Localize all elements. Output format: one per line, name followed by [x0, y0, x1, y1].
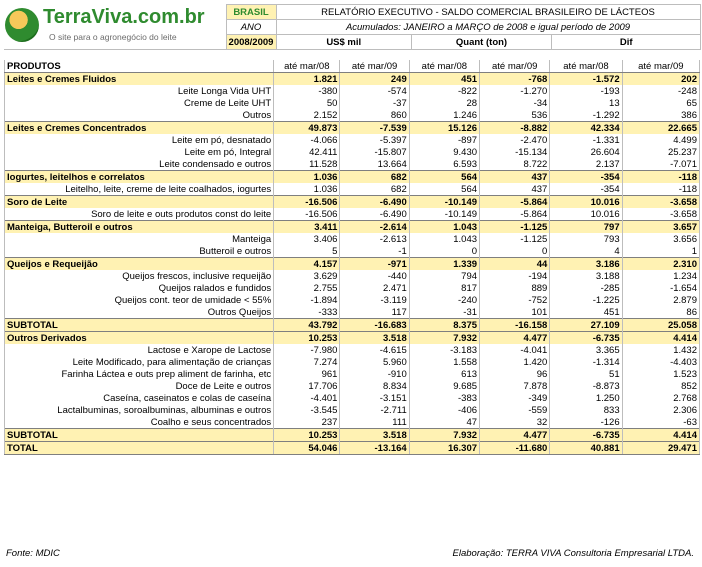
product-name: Leites e Cremes Fluidos [5, 73, 274, 86]
value-cell: -193 [550, 85, 622, 97]
value-cell: 2.306 [622, 404, 699, 416]
value-cell: -4.041 [480, 344, 550, 356]
value-cell: -574 [340, 85, 409, 97]
value-cell: 2.310 [622, 258, 699, 271]
value-cell: 3.518 [340, 332, 409, 345]
value-cell: -349 [480, 392, 550, 404]
value-cell: -16.506 [274, 208, 340, 221]
value-cell: -354 [550, 183, 622, 196]
value-cell: 4.414 [622, 429, 699, 442]
value-cell: 794 [409, 270, 479, 282]
value-cell: -1.654 [622, 282, 699, 294]
measure-headers [276, 35, 700, 50]
value-cell: -1.270 [480, 85, 550, 97]
value-cell: -4.403 [622, 356, 699, 368]
product-name: Doce de Leite e outros [5, 380, 274, 392]
value-cell: 3.365 [550, 344, 622, 356]
value-cell: -2.613 [340, 233, 409, 245]
value-cell: 1.432 [622, 344, 699, 356]
value-cell: -3.183 [409, 344, 479, 356]
value-cell: 536 [480, 109, 550, 122]
value-cell: 15.126 [409, 122, 479, 135]
value-cell: 451 [550, 306, 622, 319]
value-cell: 3.656 [622, 233, 699, 245]
value-cell: -2.711 [340, 404, 409, 416]
product-name: Outros Queijos [5, 306, 274, 319]
report-header [4, 4, 700, 50]
table-row [5, 134, 700, 146]
value-cell: -285 [550, 282, 622, 294]
table-row [5, 146, 700, 158]
product-name: Farinha Láctea e outs prep aliment de farinha, etc [5, 368, 274, 380]
value-cell: -406 [409, 404, 479, 416]
col-ton-2008: até mar/08 [409, 60, 479, 73]
col-dif-2008: até mar/08 [550, 60, 622, 73]
value-cell: 29.471 [622, 442, 699, 455]
product-name: Outros Derivados [5, 332, 274, 345]
period-label: 2008/2009 [226, 35, 276, 50]
value-cell: 3.629 [274, 270, 340, 282]
table-section-row [5, 221, 700, 234]
value-cell: 40.881 [550, 442, 622, 455]
value-cell: -354 [550, 171, 622, 184]
value-cell: -31 [409, 306, 479, 319]
value-cell: -1.292 [550, 109, 622, 122]
value-cell: 961 [274, 368, 340, 380]
value-cell: 16.307 [409, 442, 479, 455]
value-cell: -333 [274, 306, 340, 319]
table-row [5, 183, 700, 196]
value-cell: -3.119 [340, 294, 409, 306]
value-cell: 10.253 [274, 332, 340, 345]
value-cell: -194 [480, 270, 550, 282]
value-cell: 9.685 [409, 380, 479, 392]
value-cell: 13 [550, 97, 622, 109]
value-cell: -6.735 [550, 332, 622, 345]
value-cell: 202 [622, 73, 699, 86]
value-cell: -4.066 [274, 134, 340, 146]
value-cell: -16.158 [480, 319, 550, 332]
value-cell: 437 [480, 171, 550, 184]
table-row [5, 392, 700, 404]
product-name: Lactose e Xarope de Lactose [5, 344, 274, 356]
brand-tagline: O site para o agronegócio do leite [49, 32, 177, 42]
value-cell: 451 [409, 73, 479, 86]
value-cell: 44 [480, 258, 550, 271]
value-cell: -248 [622, 85, 699, 97]
product-name: Queijos ralados e fundidos [5, 282, 274, 294]
value-cell: -37 [340, 97, 409, 109]
value-cell: -6.490 [340, 208, 409, 221]
value-cell: 437 [480, 183, 550, 196]
product-name: Queijos cont. teor de umidade < 55% [5, 294, 274, 306]
value-cell: -6.735 [550, 429, 622, 442]
value-cell: 65 [622, 97, 699, 109]
value-cell: 1.821 [274, 73, 340, 86]
value-cell: 1 [622, 245, 699, 258]
value-cell: 613 [409, 368, 479, 380]
value-cell: 833 [550, 404, 622, 416]
value-cell: 0 [409, 245, 479, 258]
value-cell: -16.683 [340, 319, 409, 332]
value-cell: 43.792 [274, 319, 340, 332]
value-cell: 3.411 [274, 221, 340, 234]
product-name: Outros [5, 109, 274, 122]
value-cell: -13.164 [340, 442, 409, 455]
value-cell: -910 [340, 368, 409, 380]
dif-header: Dif [619, 36, 633, 48]
table-row [5, 97, 700, 109]
table-section-row [5, 332, 700, 345]
value-cell: 1.339 [409, 258, 479, 271]
elaboration-note: Elaboração: TERRA VIVA Consultoria Empresarial LTDA. [452, 548, 694, 559]
value-cell: -5.864 [480, 208, 550, 221]
value-cell: 25.058 [622, 319, 699, 332]
value-cell: 3.518 [340, 429, 409, 442]
product-name: Butteroil e outros [5, 245, 274, 258]
product-name: Leite condensado e outros [5, 158, 274, 171]
product-name: Queijos frescos, inclusive requeijão [5, 270, 274, 282]
value-cell: 7.274 [274, 356, 340, 368]
value-cell: 682 [340, 183, 409, 196]
value-cell: -10.149 [409, 196, 479, 209]
value-cell: 852 [622, 380, 699, 392]
table-row [5, 270, 700, 282]
value-cell: 50 [274, 97, 340, 109]
table-section-row [5, 122, 700, 135]
product-name: Soro de leite e outs produtos const do leite [5, 208, 274, 221]
value-cell: 4.499 [622, 134, 699, 146]
value-cell: -5.397 [340, 134, 409, 146]
table-section-row [5, 258, 700, 271]
product-name: Leite Longa Vida UHT [5, 85, 274, 97]
product-name: Leite em pó, Integral [5, 146, 274, 158]
value-cell: -118 [622, 183, 699, 196]
value-cell: 2.152 [274, 109, 340, 122]
value-cell: 1.036 [274, 171, 340, 184]
col-usd-2009: até mar/09 [340, 60, 409, 73]
value-cell: 13.664 [340, 158, 409, 171]
report-subtitle: Acumulados: JANEIRO a MARÇO de 2008 e igual período de 2009 [276, 20, 700, 35]
value-cell: 54.046 [274, 442, 340, 455]
value-cell: -3.545 [274, 404, 340, 416]
value-cell: -6.490 [340, 196, 409, 209]
product-name: Leite em pó, desnatado [5, 134, 274, 146]
value-cell: -3.658 [622, 208, 699, 221]
product-name: Iogurtes, leitelhos e correlatos [5, 171, 274, 184]
table-row [5, 85, 700, 97]
value-cell: 11.528 [274, 158, 340, 171]
value-cell: -897 [409, 134, 479, 146]
products-table [4, 60, 700, 455]
value-cell: -4.615 [340, 344, 409, 356]
value-cell: 249 [340, 73, 409, 86]
source-note: Fonte: MDIC [6, 548, 60, 559]
quant-header: Quant (ton) [412, 35, 552, 49]
table-subtotal-row [5, 429, 700, 442]
value-cell: 22.665 [622, 122, 699, 135]
value-cell: 4.477 [480, 332, 550, 345]
value-cell: 3.188 [550, 270, 622, 282]
value-cell: -34 [480, 97, 550, 109]
value-cell: -2.614 [340, 221, 409, 234]
value-cell: -8.882 [480, 122, 550, 135]
value-cell: 25.237 [622, 146, 699, 158]
value-cell: 2.755 [274, 282, 340, 294]
product-name: Creme de Leite UHT [5, 97, 274, 109]
value-cell: -440 [340, 270, 409, 282]
table-row [5, 245, 700, 258]
value-cell: -63 [622, 416, 699, 429]
value-cell: 47 [409, 416, 479, 429]
brand-name: TerraViva.com.br [43, 6, 205, 28]
value-cell: 1.043 [409, 221, 479, 234]
value-cell: 386 [622, 109, 699, 122]
value-cell: -1 [340, 245, 409, 258]
usd-header: US$ mil [277, 35, 412, 49]
value-cell: 10.253 [274, 429, 340, 442]
value-cell: 111 [340, 416, 409, 429]
value-cell: 860 [340, 109, 409, 122]
value-cell: -768 [480, 73, 550, 86]
value-cell: 889 [480, 282, 550, 294]
value-cell: 1.250 [550, 392, 622, 404]
value-cell: 7.878 [480, 380, 550, 392]
table-row [5, 368, 700, 380]
table-row [5, 416, 700, 429]
value-cell: 2.768 [622, 392, 699, 404]
value-cell: 42.411 [274, 146, 340, 158]
value-cell: 4.157 [274, 258, 340, 271]
table-row [5, 306, 700, 319]
table-row [5, 344, 700, 356]
product-name: Soro de Leite [5, 196, 274, 209]
value-cell: 2.471 [340, 282, 409, 294]
value-cell: 7.932 [409, 332, 479, 345]
value-cell: 682 [340, 171, 409, 184]
value-cell: 96 [480, 368, 550, 380]
value-cell: -1.225 [550, 294, 622, 306]
value-cell: 3.657 [622, 221, 699, 234]
product-name: Queijos e Requeijão [5, 258, 274, 271]
value-cell: -380 [274, 85, 340, 97]
table-section-row [5, 171, 700, 184]
value-cell: 1.558 [409, 356, 479, 368]
value-cell: 27.109 [550, 319, 622, 332]
value-cell: 4.477 [480, 429, 550, 442]
value-cell: -4.401 [274, 392, 340, 404]
value-cell: -7.980 [274, 344, 340, 356]
value-cell: 6.593 [409, 158, 479, 171]
table-total-row [5, 442, 700, 455]
value-cell: 1.234 [622, 270, 699, 282]
value-cell: 8.722 [480, 158, 550, 171]
col-ton-2009: até mar/09 [480, 60, 550, 73]
value-cell: -11.680 [480, 442, 550, 455]
value-cell: 817 [409, 282, 479, 294]
value-cell: 1.036 [274, 183, 340, 196]
value-cell: -16.506 [274, 196, 340, 209]
product-name: Leitelho, leite, creme de leite coalhados, iogurtes [5, 183, 274, 196]
value-cell: 9.430 [409, 146, 479, 158]
value-cell: 1.246 [409, 109, 479, 122]
product-name: SUBTOTAL [5, 429, 274, 442]
value-cell: 5.960 [340, 356, 409, 368]
value-cell: 7.932 [409, 429, 479, 442]
value-cell: 42.334 [550, 122, 622, 135]
value-cell: 26.604 [550, 146, 622, 158]
value-cell: 237 [274, 416, 340, 429]
value-cell: 117 [340, 306, 409, 319]
product-name: Leite Modificado, para alimentação de crianças [5, 356, 274, 368]
value-cell: -1.125 [480, 221, 550, 234]
value-cell: -126 [550, 416, 622, 429]
product-name: Coalho e seus concentrados [5, 416, 274, 429]
value-cell: 101 [480, 306, 550, 319]
table-row [5, 380, 700, 392]
products-header: PRODUTOS [5, 60, 274, 73]
table-section-row [5, 73, 700, 86]
table-section-row [5, 196, 700, 209]
value-cell: 8.375 [409, 319, 479, 332]
value-cell: -7.539 [340, 122, 409, 135]
value-cell: 3.406 [274, 233, 340, 245]
product-name: TOTAL [5, 442, 274, 455]
year-label: ANO [226, 20, 276, 35]
product-name: Leites e Cremes Concentrados [5, 122, 274, 135]
col-dif-2009: até mar/09 [622, 60, 699, 73]
value-cell: -10.149 [409, 208, 479, 221]
value-cell: -1.331 [550, 134, 622, 146]
value-cell: -822 [409, 85, 479, 97]
table-subtotal-row [5, 319, 700, 332]
value-cell: -1.314 [550, 356, 622, 368]
value-cell: -5.864 [480, 196, 550, 209]
value-cell: -383 [409, 392, 479, 404]
value-cell: -240 [409, 294, 479, 306]
value-cell: 28 [409, 97, 479, 109]
value-cell: -7.071 [622, 158, 699, 171]
value-cell: 0 [480, 245, 550, 258]
value-cell: 4 [550, 245, 622, 258]
product-name: SUBTOTAL [5, 319, 274, 332]
value-cell: 1.043 [409, 233, 479, 245]
value-cell: 793 [550, 233, 622, 245]
product-name: Lactalbuminas, soroalbuminas, albuminas e outros [5, 404, 274, 416]
value-cell: 5 [274, 245, 340, 258]
value-cell: 86 [622, 306, 699, 319]
table-row [5, 233, 700, 245]
value-cell: -1.125 [480, 233, 550, 245]
country-label: BRASIL [226, 5, 276, 20]
value-cell: 797 [550, 221, 622, 234]
value-cell: 49.873 [274, 122, 340, 135]
value-cell: 32 [480, 416, 550, 429]
value-cell: -2.470 [480, 134, 550, 146]
value-cell: -3.658 [622, 196, 699, 209]
value-cell: 1.523 [622, 368, 699, 380]
value-cell: 2.137 [550, 158, 622, 171]
value-cell: -559 [480, 404, 550, 416]
product-name: Caseína, caseinatos e colas de caseína [5, 392, 274, 404]
table-row [5, 158, 700, 171]
table-row [5, 208, 700, 221]
value-cell: 10.016 [550, 208, 622, 221]
value-cell: -1.894 [274, 294, 340, 306]
table-row [5, 294, 700, 306]
value-cell: -1.572 [550, 73, 622, 86]
col-usd-2008: até mar/08 [274, 60, 340, 73]
value-cell: 3.186 [550, 258, 622, 271]
value-cell: 4.414 [622, 332, 699, 345]
value-cell: 10.016 [550, 196, 622, 209]
value-cell: -752 [480, 294, 550, 306]
table-row [5, 404, 700, 416]
product-name: Manteiga, Butteroil e outros [5, 221, 274, 234]
value-cell: -15.807 [340, 146, 409, 158]
report-title: RELATÓRIO EXECUTIVO - SALDO COMERCIAL BRASILEIRO DE LÁCTEOS [276, 5, 700, 20]
value-cell: -8.873 [550, 380, 622, 392]
value-cell: 2.879 [622, 294, 699, 306]
product-name: Manteiga [5, 233, 274, 245]
value-cell: 17.706 [274, 380, 340, 392]
table-row [5, 109, 700, 122]
table-row [5, 356, 700, 368]
value-cell: -3.151 [340, 392, 409, 404]
value-cell: 8.834 [340, 380, 409, 392]
value-cell: -971 [340, 258, 409, 271]
value-cell: -15.134 [480, 146, 550, 158]
value-cell: -118 [622, 171, 699, 184]
table-row [5, 282, 700, 294]
value-cell: 564 [409, 183, 479, 196]
value-cell: 1.420 [480, 356, 550, 368]
value-cell: 51 [550, 368, 622, 380]
value-cell: 564 [409, 171, 479, 184]
